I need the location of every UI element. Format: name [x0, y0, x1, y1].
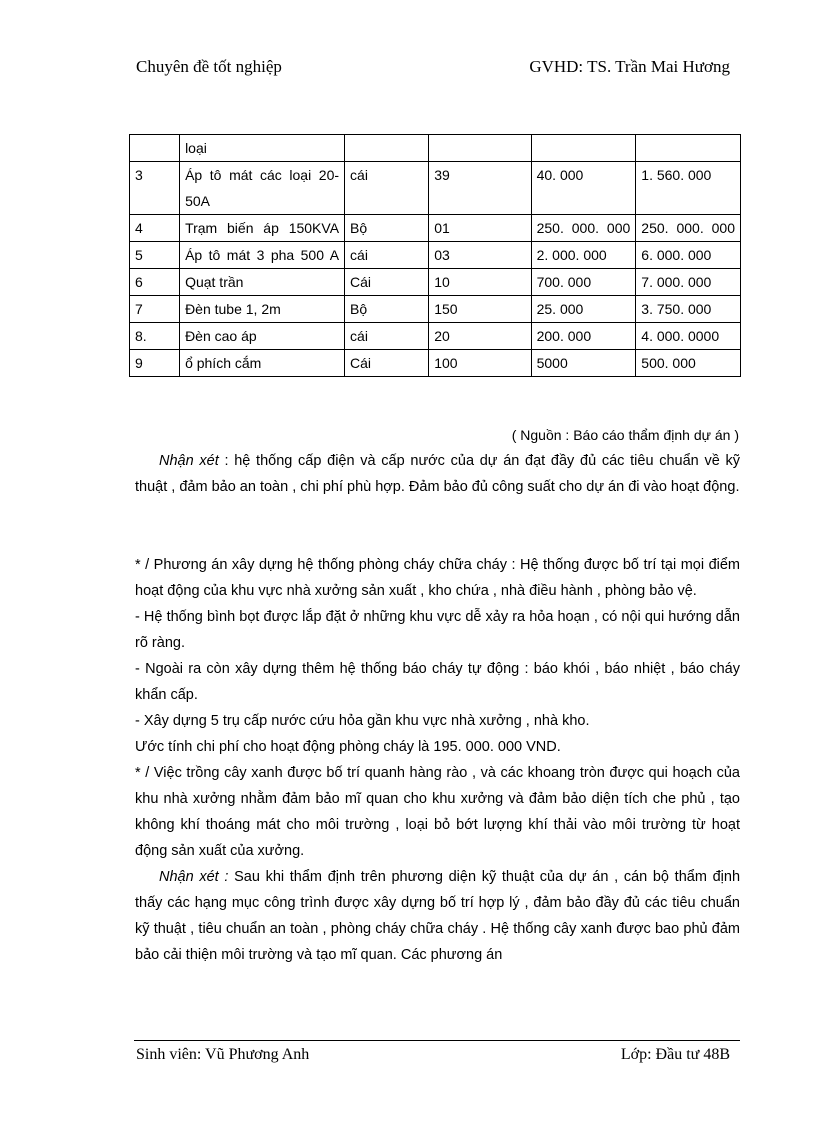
fire-plan-paragraph: * / Phương án xây dựng hệ thống phòng cháy chữa cháy : Hệ thống được bố trí tại mọi điểm hoạt động của khu vực nhà xưởng sản xuất , kho chứa , nhà điều hành , phòng bảo vệ.: [135, 557, 740, 599]
cell-total: 500. 000: [636, 350, 741, 377]
cell-unit: Cái: [345, 350, 429, 377]
cell-price: 700. 000: [531, 269, 636, 296]
cell-unit: cái: [345, 323, 429, 350]
cell-price: [531, 135, 636, 162]
cell-total: 7. 000. 000: [636, 269, 741, 296]
remark-text-2: Sau khi thẩm định trên phương diện kỹ thuật của dự án , cán bộ thẩm định thấy các hạng mục công trình được xây dựng bố trí hợp lý , đảm bảo đầy đủ các tiêu chuẩn kỹ thuật , tiêu chuẩn an toàn , phòng cháy chữa cháy . Hệ thống cây xanh được bao phủ đảm bảo cải thiện môi trường và tạo mĩ quan. Các phương án: [135, 869, 741, 963]
cell-qty: 01: [429, 215, 531, 242]
cell-qty: [429, 135, 531, 162]
cell-name: loại: [180, 135, 345, 162]
cell-name: Đèn tube 1, 2m: [180, 296, 345, 323]
cell-price: 250. 000. 000: [531, 215, 636, 242]
cell-qty: 10: [429, 269, 531, 296]
cell-total: 6. 000. 000: [636, 242, 741, 269]
cell-unit: Cái: [345, 269, 429, 296]
cell-stt: 5: [130, 242, 180, 269]
cell-total: 250. 000. 000: [636, 215, 741, 242]
cell-price: 40. 000: [531, 162, 636, 215]
page-header: [136, 57, 730, 81]
cell-unit: cái: [345, 162, 429, 215]
cell-qty: 100: [429, 350, 531, 377]
green-trees-paragraph: * / Việc trồng cây xanh được bố trí quanh hàng rào , và các khoang tròn được qui hoạch của khu nhà xưởng nhằm đảm bảo mĩ quan cho khu xưởng và đảm bảo diện tích che phủ , tạo không khí thoáng mát cho môi trường , loại bỏ bớt lượng khí thải vào môi trường từ hoạt động sản xuất của xưởng.: [135, 765, 740, 859]
table-row: [130, 242, 741, 269]
table-row: [130, 296, 741, 323]
cell-stt: 6: [130, 269, 180, 296]
cell-stt: [130, 135, 180, 162]
cell-unit: Bộ: [345, 296, 429, 323]
table-row: [130, 350, 741, 377]
table-source-note: ( Nguồn : Báo cáo thẩm định dự án ): [511, 427, 739, 443]
cell-unit: cái: [345, 242, 429, 269]
cell-price: 5000: [531, 350, 636, 377]
alarm-system-paragraph: - Ngoài ra còn xây dựng thêm hệ thống báo cháy tự động : báo khói , báo nhiệt , báo cháy khẩn cấp.: [135, 661, 740, 703]
cell-name: Áp tô mát 3 pha 500 A: [180, 242, 345, 269]
header-title: Chuyên đề tốt nghiệp: [136, 57, 282, 76]
cell-total: 4. 000. 0000: [636, 323, 741, 350]
remark-text: : hệ thống cấp điện và cấp nước của dự án đạt đầy đủ các tiêu chuẩn về kỹ thuật , đảm bảo an toàn , chi phí phù hợp. Đảm bảo đủ công suất cho dự án đi vào hoạt động.: [135, 453, 740, 495]
cell-qty: 20: [429, 323, 531, 350]
remark-paragraph-2: [135, 864, 740, 968]
remark-label: Nhận xét: [159, 453, 219, 469]
remark-label-2: Nhận xét :: [159, 869, 229, 885]
cell-unit: Bộ: [345, 215, 429, 242]
cell-stt: 7: [130, 296, 180, 323]
cell-price: 25. 000: [531, 296, 636, 323]
table-row: [130, 215, 741, 242]
cell-unit: [345, 135, 429, 162]
cell-total: 3. 750. 000: [636, 296, 741, 323]
cell-qty: 39: [429, 162, 531, 215]
cost-estimate-paragraph: Ước tính chi phí cho hoạt động phòng cháy là 195. 000. 000 VND.: [135, 739, 561, 755]
cell-name: ổ phích cắm: [180, 350, 345, 377]
table-row: [130, 162, 741, 215]
cell-total: 1. 560. 000: [636, 162, 741, 215]
cell-name: Đèn cao áp: [180, 323, 345, 350]
footer-student: Sinh viên: Vũ Phương Anh: [136, 1046, 310, 1063]
equipment-table: [129, 134, 741, 377]
cell-qty: 150: [429, 296, 531, 323]
cell-stt: 4: [130, 215, 180, 242]
cell-name: Quạt trần: [180, 269, 345, 296]
foam-system-paragraph: - Hệ thống bình bọt được lắp đặt ở những khu vực dễ xảy ra hỏa hoạn , có nội qui hướng dẫn rõ ràng.: [135, 609, 740, 651]
cell-total: [636, 135, 741, 162]
header-supervisor: GVHD: TS. Trần Mai Hương: [529, 57, 730, 76]
footer-divider: [134, 1040, 740, 1041]
cell-stt: 9: [130, 350, 180, 377]
footer-class: Lớp: Đầu tư 48B: [620, 1046, 730, 1063]
remark-paragraph-1: [135, 448, 740, 500]
table-row: [130, 269, 741, 296]
table-row: [130, 323, 741, 350]
fire-protection-section: [135, 552, 740, 968]
cell-qty: 03: [429, 242, 531, 269]
cell-price: 200. 000: [531, 323, 636, 350]
cell-name: Áp tô mát các loại 20- 50A: [180, 162, 345, 215]
cell-name: Trạm biến áp 150KVA: [180, 215, 345, 242]
cell-stt: 8.: [130, 323, 180, 350]
cell-stt: 3: [130, 162, 180, 215]
cell-price: 2. 000. 000: [531, 242, 636, 269]
hydrant-paragraph: - Xây dựng 5 trụ cấp nước cứu hỏa gần khu vực nhà xưởng , nhà kho.: [135, 713, 590, 729]
table-row: [130, 135, 741, 162]
